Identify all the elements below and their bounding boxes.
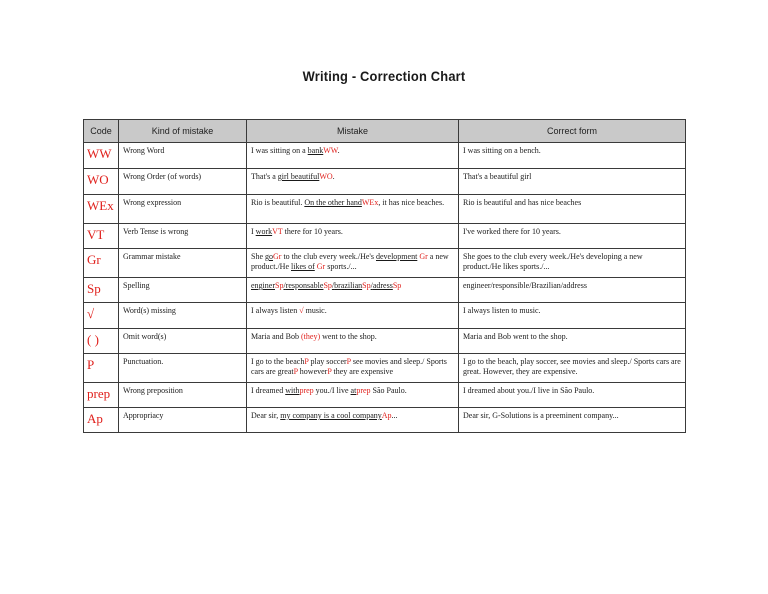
page-title: Writing - Correction Chart [302, 68, 466, 84]
mistake-text: I dreamed [251, 386, 286, 395]
kind-of-mistake-cell: Word(s) missing [119, 303, 247, 329]
mistake-text: there for 10 years. [282, 227, 343, 236]
mistake-text: see movies and sleep./ Sports cars are great [251, 357, 447, 376]
mistake-cell [247, 354, 459, 383]
correct-form-cell: I was sitting on a bench. [459, 143, 686, 169]
mistake-text: at [350, 386, 357, 395]
kind-of-mistake-cell: Grammar mistake [119, 249, 247, 278]
mistake-text: , it has nice beaches. [378, 198, 445, 207]
header-correct-form: Correct form [459, 120, 686, 143]
mistake-text: brazilian [334, 281, 363, 290]
kind-of-mistake-cell: Appropriacy [119, 408, 247, 433]
mistake-text: play soccer [308, 357, 347, 366]
mistake-cell [247, 303, 459, 329]
mistake-text: / [283, 281, 286, 290]
mistake-text: That's a [251, 172, 278, 181]
mistake-text: however [297, 367, 328, 376]
table-row [84, 143, 686, 169]
correction-code-mark: Sp [362, 281, 371, 290]
correct-form-cell: I go to the beach, play soccer, see movies and sleep./ Sports cars are great. However, they are expensive. [459, 354, 686, 383]
correction-code-mark: VT [272, 227, 283, 236]
mistake-text: my company is a cool company [280, 411, 382, 420]
code-cell: Sp [84, 278, 119, 303]
mistake-text: music. [303, 306, 327, 315]
table-row [84, 169, 686, 195]
header-code: Code [84, 120, 119, 143]
mistake-text: adress [372, 281, 393, 290]
correction-code-mark: Gr [314, 262, 326, 271]
mistake-text: ... [391, 411, 398, 420]
correction-code-mark: WEx [361, 198, 379, 207]
correction-code-mark: WW [323, 146, 338, 155]
correct-form-cell: I've worked there for 10 years. [459, 224, 686, 249]
correct-form-cell: engineer/responsible/Brazilian/address [459, 278, 686, 303]
table-row [84, 354, 686, 383]
correction-code-mark: Sp [275, 281, 284, 290]
header-kind-of-mistake: Kind of mistake [119, 120, 247, 143]
correct-form-cell: Dear sir, G-Solutions is a preeminent company... [459, 408, 686, 433]
mistake-text: bank [307, 146, 324, 155]
mistake-text: you./I live [313, 386, 351, 395]
mistake-text: responsable [285, 281, 324, 290]
code-cell: ( ) [84, 329, 119, 354]
kind-of-mistake-cell: Wrong preposition [119, 383, 247, 408]
correction-code-mark: Gr [273, 252, 282, 261]
table-row [84, 249, 686, 278]
mistake-text: sports./... [325, 262, 357, 271]
code-cell: VT [84, 224, 119, 249]
mistake-text: girl beautiful [277, 172, 320, 181]
correction-code-mark: P [304, 357, 309, 366]
table-row [84, 329, 686, 354]
correction-code-mark: Sp [323, 281, 332, 290]
kind-of-mistake-cell: Omit word(s) [119, 329, 247, 354]
table-row [84, 408, 686, 433]
mistake-text: went to the shop. [320, 332, 377, 341]
mistake-text: Rio is beautiful. [251, 198, 305, 207]
mistake-cell [247, 195, 459, 224]
mistake-text: I [251, 227, 256, 236]
mistake-text: a new product./He [251, 252, 449, 271]
table-row [84, 224, 686, 249]
mistake-text: with [285, 386, 300, 395]
mistake-text: . [332, 172, 335, 181]
kind-of-mistake-cell: Spelling [119, 278, 247, 303]
table-row [84, 278, 686, 303]
mistake-cell [247, 408, 459, 433]
correct-form-cell: She goes to the club every week./He's developing a new product./He likes sports./... [459, 249, 686, 278]
table-body [84, 143, 686, 433]
code-cell: WW [84, 143, 119, 169]
mistake-text: to the club every week./He's [281, 252, 376, 261]
correct-form-cell: That's a beautiful girl [459, 169, 686, 195]
mistake-text: I go to the beach [251, 357, 305, 366]
correct-form-cell: I always listen to music. [459, 303, 686, 329]
mistake-cell [247, 278, 459, 303]
correction-code-mark: prep [356, 386, 371, 395]
correction-chart-table [83, 119, 686, 433]
kind-of-mistake-cell: Wrong expression [119, 195, 247, 224]
kind-of-mistake-cell: Wrong Word [119, 143, 247, 169]
header-mistake: Mistake [247, 120, 459, 143]
mistake-text: I was sitting on a [251, 146, 308, 155]
correction-code-mark: P [327, 367, 332, 376]
mistake-text: . [337, 146, 340, 155]
mistake-text: development [375, 252, 418, 261]
kind-of-mistake-cell: Verb Tense is wrong [119, 224, 247, 249]
mistake-text: go [265, 252, 273, 261]
correct-form-cell: Rio is beautiful and has nice beaches [459, 195, 686, 224]
mistake-cell [247, 169, 459, 195]
kind-of-mistake-cell: Wrong Order (of words) [119, 169, 247, 195]
correction-code-mark: prep [299, 386, 314, 395]
kind-of-mistake-cell: Punctuation. [119, 354, 247, 383]
mistake-text: I always listen [251, 306, 300, 315]
code-cell: Ap [84, 408, 119, 433]
mistake-text: She [251, 252, 265, 261]
mistake-text: Maria and Bob [251, 332, 301, 341]
table-header-row [84, 120, 686, 143]
mistake-cell [247, 383, 459, 408]
code-cell: P [84, 354, 119, 383]
correct-form-cell: Maria and Bob went to the shop. [459, 329, 686, 354]
correction-code-mark: √ [299, 306, 304, 315]
code-cell: prep [84, 383, 119, 408]
table-row [84, 195, 686, 224]
mistake-text: likes of [291, 262, 315, 271]
table-row [84, 303, 686, 329]
correction-code-mark: P [293, 367, 298, 376]
correction-code-mark: P [346, 357, 351, 366]
code-cell: √ [84, 303, 119, 329]
code-cell: WO [84, 169, 119, 195]
mistake-text: enginer [251, 281, 275, 290]
mistake-cell [247, 249, 459, 278]
mistake-cell [247, 143, 459, 169]
table-row [84, 383, 686, 408]
correct-form-cell: I dreamed about you./I live in São Paulo. [459, 383, 686, 408]
mistake-text: / [370, 281, 373, 290]
mistake-text: they are expensive [331, 367, 394, 376]
mistake-text: / [331, 281, 335, 290]
code-cell: Gr [84, 249, 119, 278]
mistake-text: São Paulo. [370, 386, 407, 395]
correction-code-mark: WO [319, 172, 333, 181]
mistake-text: On the other hand [304, 198, 362, 207]
mistake-cell [247, 224, 459, 249]
correction-code-mark: Ap [381, 411, 392, 420]
correction-code-mark: Gr [417, 252, 428, 261]
code-cell: WEx [84, 195, 119, 224]
correction-code-mark: Sp [392, 281, 402, 290]
mistake-text: work [255, 227, 273, 236]
mistake-cell [247, 329, 459, 354]
mistake-text: Dear sir, [251, 411, 281, 420]
correction-code-mark: (they) [301, 332, 321, 341]
